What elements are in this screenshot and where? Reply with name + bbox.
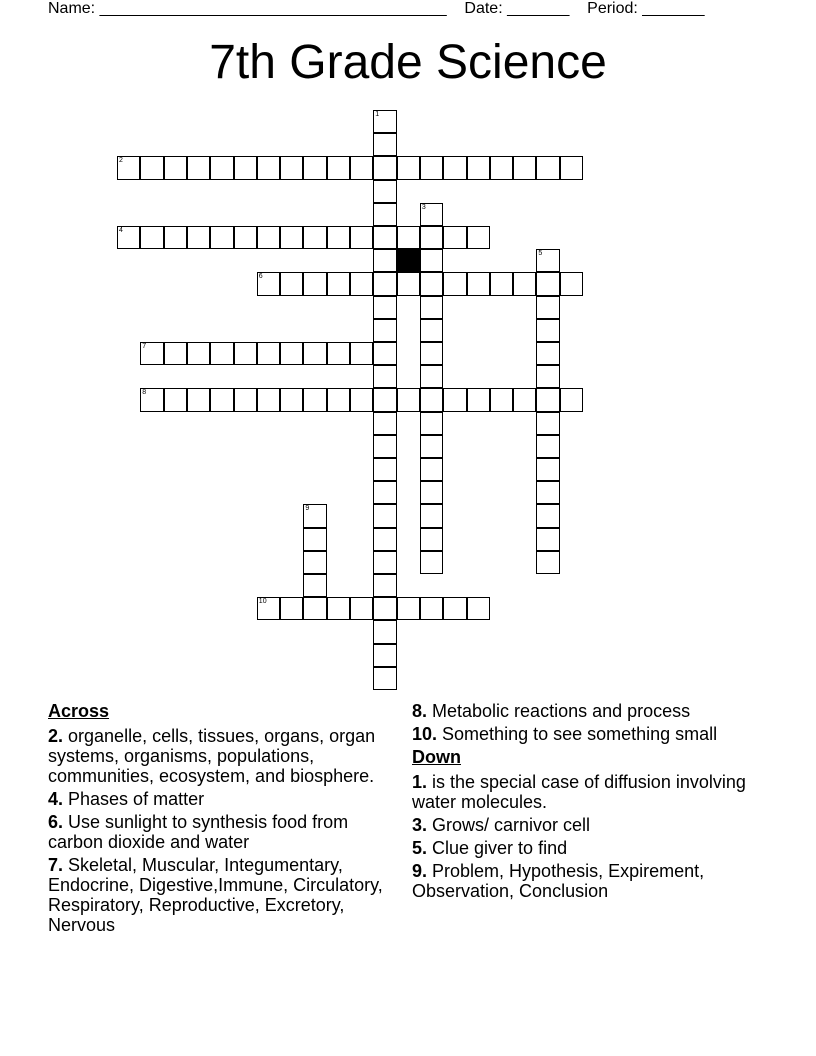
clue-across-4	[48, 789, 408, 809]
crossword-cell[interactable]	[397, 272, 420, 295]
crossword-cell[interactable]	[420, 481, 443, 504]
crossword-cell[interactable]	[280, 342, 303, 365]
crossword-cell[interactable]	[467, 388, 490, 411]
crossword-cell[interactable]	[420, 504, 443, 527]
crossword-cell[interactable]	[234, 156, 257, 179]
crossword-cell[interactable]	[303, 342, 326, 365]
crossword-cell[interactable]	[303, 551, 326, 574]
crossword-cell[interactable]	[536, 342, 559, 365]
crossword-cell[interactable]	[257, 272, 280, 295]
crossword-cell[interactable]	[560, 272, 583, 295]
cell-number: 1	[375, 111, 380, 118]
crossword-cell[interactable]	[257, 342, 280, 365]
clue-number: 6.	[48, 812, 64, 832]
crossword-cell[interactable]	[420, 249, 443, 272]
crossword-cell[interactable]	[280, 226, 303, 249]
crossword-cell[interactable]	[536, 458, 559, 481]
crossword-cell[interactable]	[117, 226, 140, 249]
clue-number: 4.	[48, 789, 64, 809]
crossword-cell[interactable]	[280, 388, 303, 411]
crossword-cell[interactable]	[373, 597, 396, 620]
clue-across-8	[412, 701, 757, 721]
crossword-cell[interactable]	[373, 342, 396, 365]
cell-number: 3	[421, 203, 426, 211]
crossword-cell[interactable]	[140, 226, 163, 249]
crossword-cell[interactable]	[443, 388, 466, 411]
crossword-cell[interactable]	[280, 272, 303, 295]
clue-across-7	[48, 855, 408, 935]
clue-text: Metabolic reactions and process	[427, 701, 691, 721]
crossword-cell[interactable]	[140, 342, 163, 365]
crossword-cell[interactable]	[443, 272, 466, 295]
crossword-cell[interactable]	[373, 388, 396, 411]
crossword-cell[interactable]	[420, 319, 443, 342]
crossword-cell[interactable]	[210, 226, 233, 249]
crossword-cell[interactable]	[373, 180, 396, 203]
crossword-cell[interactable]	[420, 342, 443, 365]
cell-number: 2	[119, 157, 123, 165]
clue-text: Something to see something small	[437, 724, 718, 744]
crossword-cell[interactable]	[373, 528, 396, 551]
cell-number: 9	[305, 505, 310, 513]
crossword-cell[interactable]	[373, 226, 396, 249]
crossword-cell[interactable]	[210, 342, 233, 365]
crossword-cell[interactable]	[187, 156, 210, 179]
crossword-cell[interactable]	[373, 319, 396, 342]
crossword-cell[interactable]	[536, 365, 559, 388]
crossword-cell[interactable]	[373, 110, 396, 133]
crossword-cell[interactable]	[303, 272, 326, 295]
clue-text: Grows/ carnivor cell	[427, 815, 591, 835]
crossword-cell[interactable]	[443, 226, 466, 249]
crossword-cell[interactable]	[443, 156, 466, 179]
crossword-cell[interactable]	[373, 574, 396, 597]
crossword-cell[interactable]	[280, 156, 303, 179]
clue-number: 1.	[412, 772, 428, 792]
crossword-cell[interactable]	[373, 412, 396, 435]
crossword-cell[interactable]	[303, 528, 326, 551]
crossword-cell[interactable]	[397, 226, 420, 249]
crossword-cell[interactable]	[373, 481, 396, 504]
crossword-cell[interactable]	[373, 435, 396, 458]
cell-number: 4	[119, 227, 123, 234]
crossword-cell[interactable]	[187, 226, 210, 249]
crossword-cell[interactable]	[257, 388, 280, 411]
crossword-cell[interactable]	[420, 296, 443, 319]
clue-number: 2.	[48, 726, 64, 746]
crossword-cell[interactable]	[350, 388, 373, 411]
crossword-cell[interactable]	[536, 388, 559, 411]
crossword-cell[interactable]	[350, 272, 373, 295]
clue-down-1	[412, 772, 757, 812]
crossword-cell[interactable]	[303, 156, 326, 179]
crossword-cell[interactable]	[210, 388, 233, 411]
crossword-cell[interactable]	[420, 528, 443, 551]
crossword-cell[interactable]	[420, 412, 443, 435]
crossword-cell[interactable]	[164, 226, 187, 249]
clue-number: 10.	[412, 724, 438, 744]
header-fields: Name: _______________________________________ Date: _______ Period: _______	[48, 0, 705, 17]
crossword-cell[interactable]	[536, 249, 559, 272]
crossword-cell[interactable]	[164, 388, 187, 411]
crossword-cell[interactable]	[373, 133, 396, 156]
down-heading: Down	[412, 747, 461, 767]
crossword-cell[interactable]	[187, 342, 210, 365]
crossword-cell[interactable]	[303, 226, 326, 249]
crossword-cell[interactable]	[420, 365, 443, 388]
crossword-cell[interactable]	[467, 272, 490, 295]
crossword-cell[interactable]	[140, 388, 163, 411]
crossword-cell[interactable]	[164, 342, 187, 365]
crossword-cell[interactable]	[234, 342, 257, 365]
clue-text: is the special case of diffusion involving water molecules.	[412, 772, 746, 812]
crossword-cell[interactable]	[327, 156, 350, 179]
crossword-cell[interactable]	[373, 620, 396, 643]
crossword-cell[interactable]	[373, 272, 396, 295]
cell-number: 6	[258, 273, 263, 281]
crossword-cell[interactable]	[560, 388, 583, 411]
crossword-cell[interactable]	[373, 504, 396, 527]
crossword-cell[interactable]	[397, 156, 420, 179]
clue-number: 5.	[412, 838, 428, 858]
crossword-cell[interactable]	[350, 597, 373, 620]
crossword-cell[interactable]	[327, 388, 350, 411]
crossword-cell[interactable]	[257, 226, 280, 249]
clue-text: Problem, Hypothesis, Expirement, Observation, Conclusion	[412, 861, 705, 901]
crossword-cell[interactable]	[373, 667, 396, 690]
clue-across-6	[48, 812, 408, 852]
clues-column-right	[412, 701, 757, 904]
crossword-cell[interactable]	[420, 551, 443, 574]
crossword-cell[interactable]	[257, 156, 280, 179]
clue-text: Clue giver to find	[427, 838, 568, 858]
crossword-cell[interactable]	[257, 597, 280, 620]
crossword-cell[interactable]	[513, 156, 536, 179]
cell-number: 8	[142, 389, 147, 397]
crossword-cell[interactable]	[536, 272, 559, 295]
crossword-cell[interactable]	[373, 551, 396, 574]
clue-text: Skeletal, Muscular, Integumentary, Endocrine, Digestive,Immune, Circulatory, Respiratory, Reproductive, Excretory, Nervous	[48, 855, 383, 935]
clue-across-2	[48, 726, 408, 786]
crossword-cell[interactable]	[560, 156, 583, 179]
clue-number: 7.	[48, 855, 64, 875]
crossword-cell[interactable]	[467, 597, 490, 620]
clue-number: 9.	[412, 861, 428, 881]
crossword-cell[interactable]	[420, 156, 443, 179]
crossword-cell[interactable]	[327, 226, 350, 249]
crossword-cell[interactable]	[536, 156, 559, 179]
crossword-cell[interactable]	[373, 296, 396, 319]
crossword-cell[interactable]	[513, 388, 536, 411]
across-heading: Across	[48, 701, 110, 721]
crossword-cell[interactable]	[303, 574, 326, 597]
crossword-cell[interactable]	[536, 412, 559, 435]
crossword-cell[interactable]	[234, 388, 257, 411]
crossword-cell[interactable]	[280, 597, 303, 620]
crossword-cell[interactable]	[373, 203, 396, 226]
crossword-cell[interactable]	[397, 388, 420, 411]
crossword-cell[interactable]	[397, 597, 420, 620]
clue-across-10	[412, 724, 757, 744]
crossword-cell[interactable]	[536, 528, 559, 551]
crossword-cell[interactable]	[536, 551, 559, 574]
crossword-cell[interactable]	[350, 342, 373, 365]
cell-number: 10	[258, 598, 267, 606]
crossword-cell[interactable]	[350, 226, 373, 249]
crossword-cell[interactable]	[234, 226, 257, 249]
crossword-cell[interactable]	[490, 388, 513, 411]
clue-text: organelle, cells, tissues, organs, organ systems, organisms, populations, communities, ecosystem, and biosphere.	[48, 726, 376, 786]
crossword-cell[interactable]	[373, 458, 396, 481]
crossword-cell[interactable]	[373, 365, 396, 388]
crossword-cell[interactable]	[303, 597, 326, 620]
crossword-cell[interactable]	[420, 597, 443, 620]
crossword-cell[interactable]	[140, 156, 163, 179]
crossword-cell[interactable]	[373, 156, 396, 179]
crossword-cell[interactable]	[490, 156, 513, 179]
clue-number: 8.	[412, 701, 428, 721]
crossword-black-cell	[397, 249, 420, 272]
crossword-cell[interactable]	[117, 156, 140, 179]
crossword-cell[interactable]	[373, 249, 396, 272]
crossword-cell[interactable]	[536, 435, 559, 458]
crossword-cell[interactable]	[536, 481, 559, 504]
crossword-cell[interactable]	[443, 597, 466, 620]
crossword-cell[interactable]	[164, 156, 187, 179]
crossword-cell[interactable]	[327, 342, 350, 365]
crossword-cell[interactable]	[327, 272, 350, 295]
clue-number: 3.	[412, 815, 428, 835]
crossword-cell[interactable]	[420, 458, 443, 481]
crossword-cell[interactable]	[210, 156, 233, 179]
crossword-cell[interactable]	[373, 644, 396, 667]
crossword-cell[interactable]	[513, 272, 536, 295]
crossword-cell[interactable]	[327, 597, 350, 620]
crossword-cell[interactable]	[420, 272, 443, 295]
clue-text: Phases of matter	[63, 789, 205, 809]
crossword-cell[interactable]	[467, 226, 490, 249]
cell-number: 5	[538, 250, 543, 258]
crossword-cell[interactable]	[490, 272, 513, 295]
clues-column-left	[48, 701, 408, 938]
crossword-cell[interactable]	[350, 156, 373, 179]
crossword-cell[interactable]	[303, 504, 326, 527]
crossword-cell[interactable]	[536, 319, 559, 342]
crossword-cell[interactable]	[303, 388, 326, 411]
crossword-cell[interactable]	[420, 226, 443, 249]
crossword-cell[interactable]	[536, 296, 559, 319]
crossword-cell[interactable]	[420, 203, 443, 226]
clue-text: Use sunlight to synthesis food from carbon dioxide and water	[48, 812, 349, 852]
clue-down-9	[412, 861, 757, 901]
crossword-cell[interactable]	[187, 388, 210, 411]
clue-down-3	[412, 815, 757, 835]
clue-down-5	[412, 838, 757, 858]
crossword-cell[interactable]	[420, 435, 443, 458]
cell-number: 7	[142, 343, 147, 350]
page-title: 7th Grade Science	[209, 36, 607, 89]
crossword-cell[interactable]	[467, 156, 490, 179]
crossword-cell[interactable]	[536, 504, 559, 527]
crossword-cell[interactable]	[420, 388, 443, 411]
